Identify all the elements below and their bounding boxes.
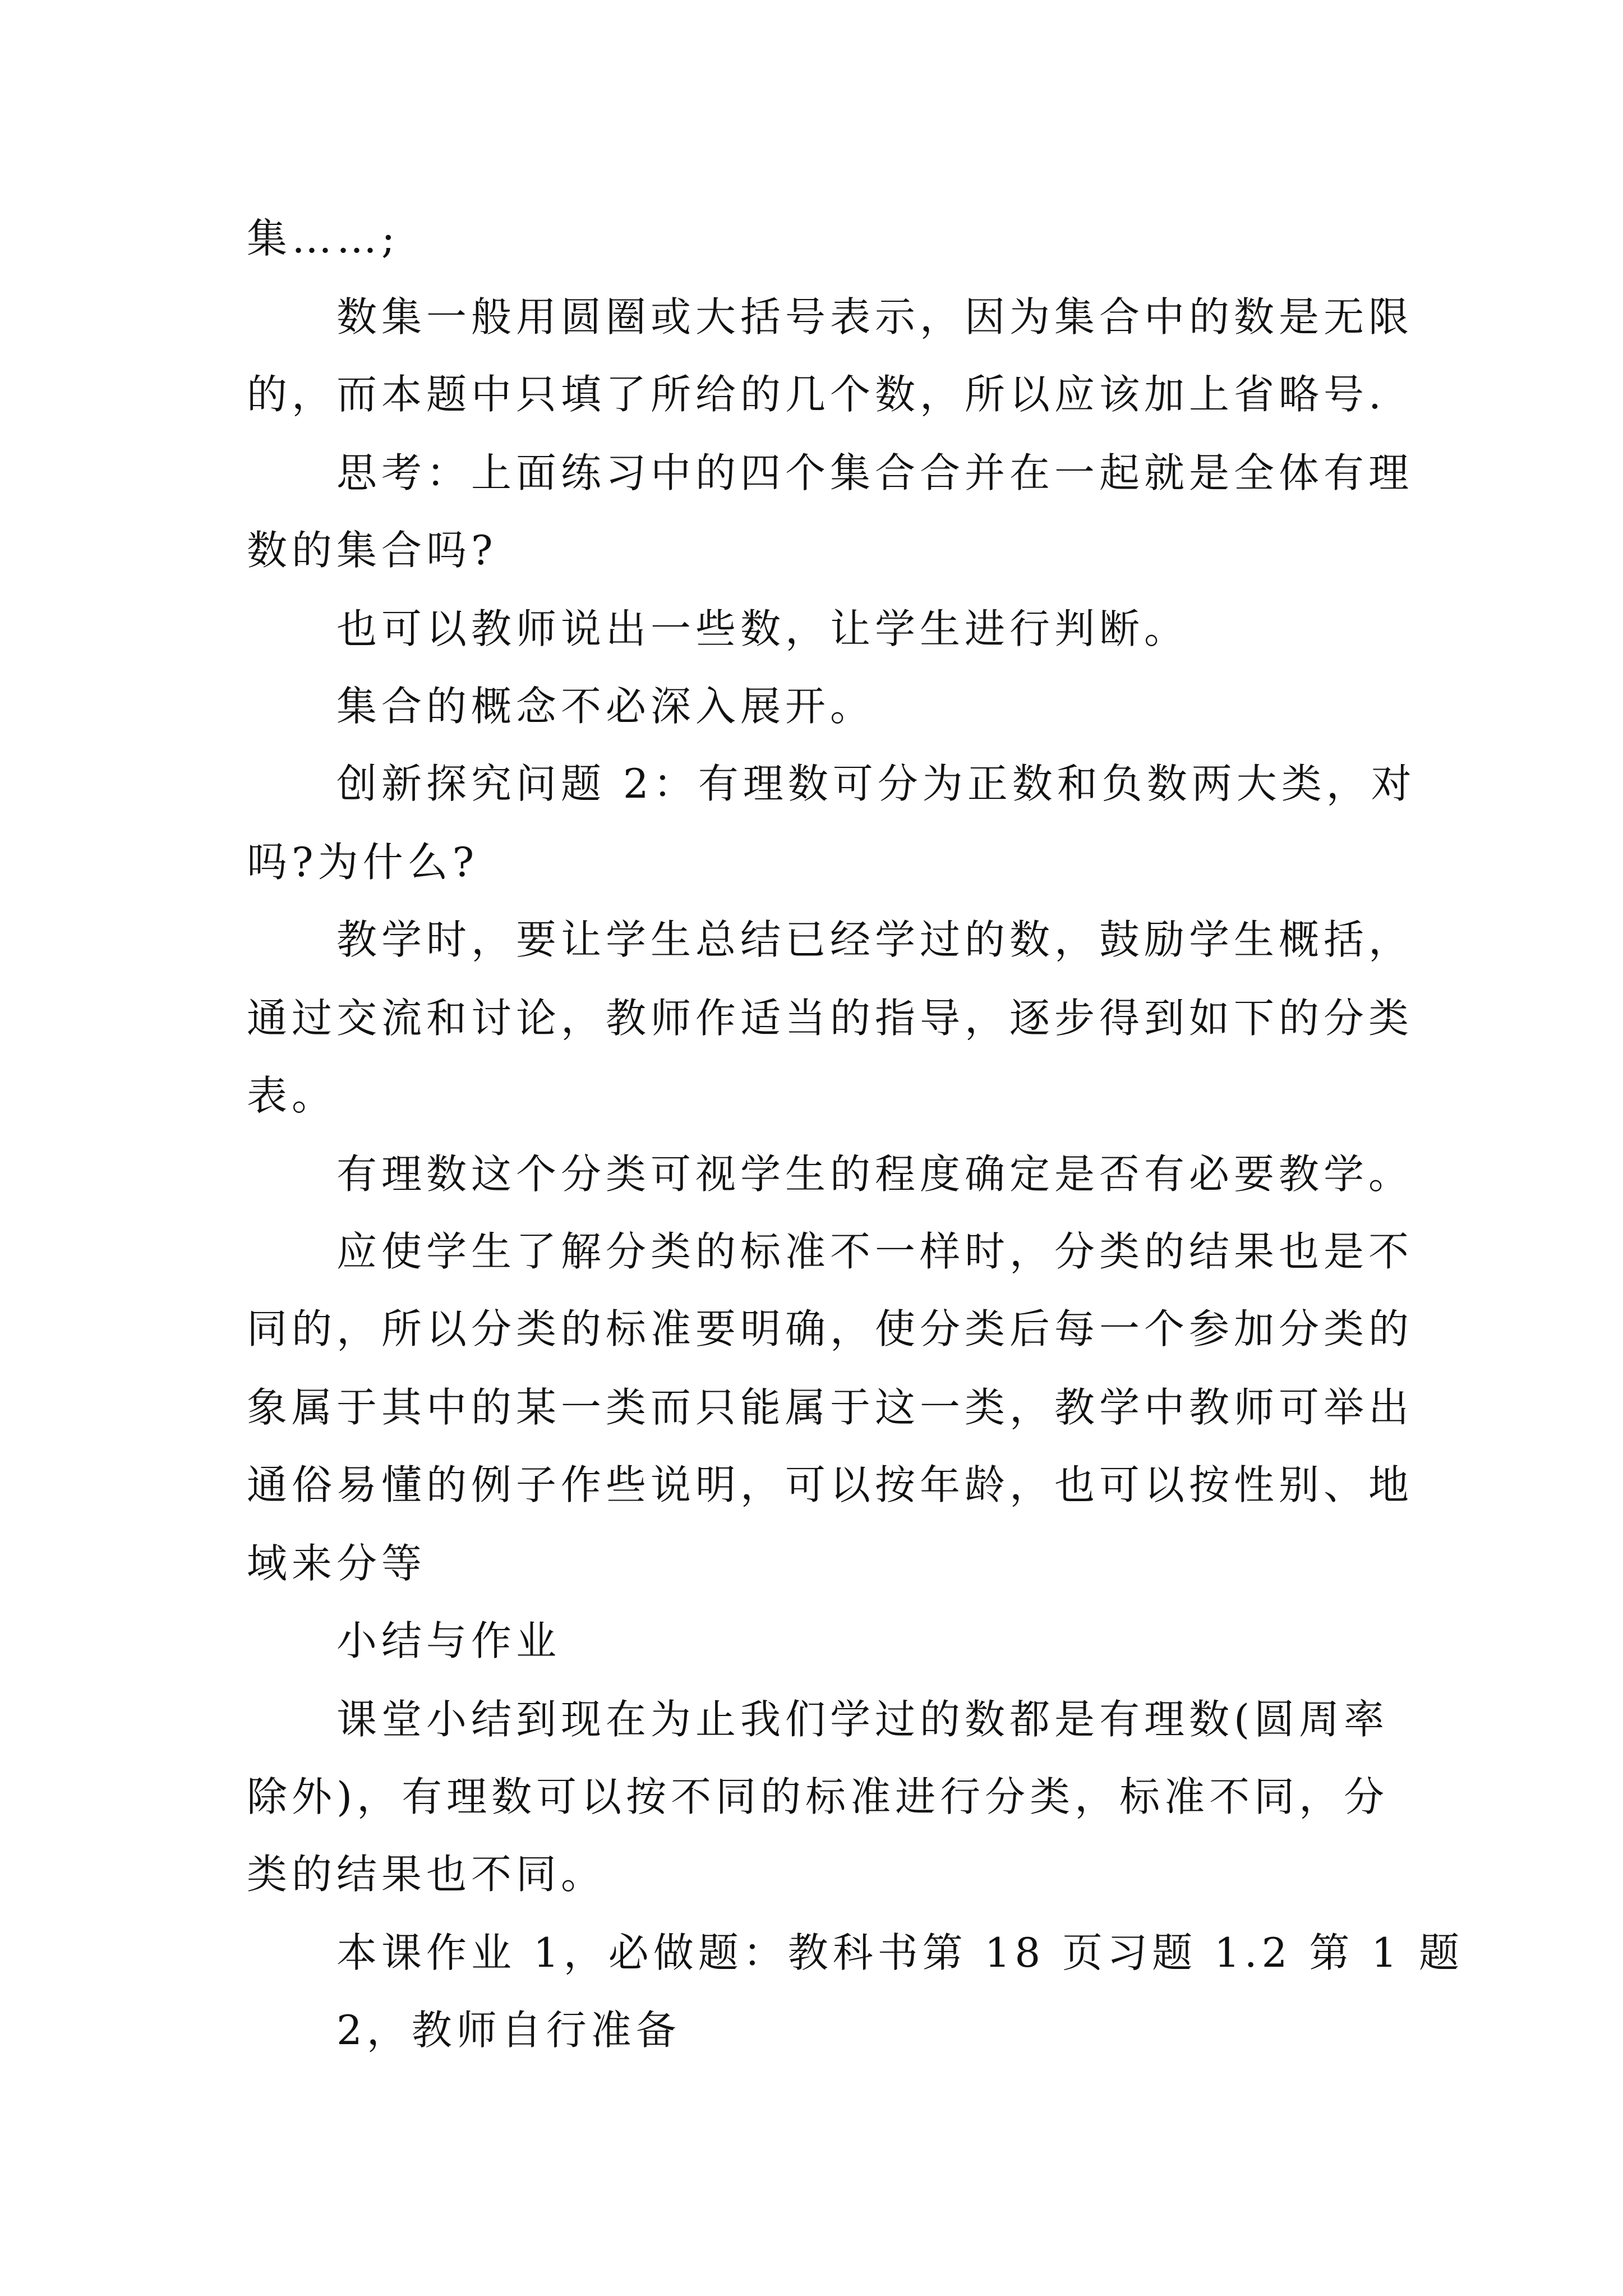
text-line: 吗?为什么?: [247, 839, 479, 886]
text-line: 2，教师自行准备: [336, 2007, 681, 2054]
text-line: 思考：上面练习中的四个集合合并在一起就是全体有理: [336, 449, 1414, 496]
text-line: 类的结果也不同。: [247, 1851, 606, 1898]
text-line: 集……;: [247, 215, 400, 262]
text-line: 同的，所以分类的标准要明确，使分类后每一个参加分类的: [247, 1305, 1414, 1352]
text-line: 有理数这个分类可视学生的程度确定是否有必要教学。: [336, 1151, 1414, 1198]
text-line: 数集一般用圆圈或大括号表示，因为集合中的数是无限: [336, 293, 1414, 341]
text-line: 通俗易懂的例子作些说明，可以按年龄，也可以按性别、地: [247, 1461, 1414, 1508]
text-line: 象属于其中的某一类而只能属于这一类，教学中教师可举出: [247, 1384, 1414, 1431]
text-line: 集合的概念不必深入展开。: [336, 683, 875, 730]
text-line: 除外)，有理数可以按不同的标准进行分类，标准不同，分: [247, 1773, 1389, 1820]
section-heading: 小结与作业: [336, 1617, 561, 1664]
text-line: 本课作业 1，必做题：教科书第 18 页习题 1.2 第 1 题: [336, 1929, 1464, 1976]
text-line: 创新探究问题 2：有理数可分为正数和负数两大类，对: [336, 760, 1416, 807]
text-line: 应使学生了解分类的标准不一样时，分类的结果也是不: [336, 1228, 1414, 1275]
text-line: 通过交流和讨论，教师作适当的指导，逐步得到如下的分类: [247, 995, 1414, 1042]
text-line: 表。: [247, 1072, 337, 1119]
text-line: 数的集合吗?: [247, 527, 497, 574]
text-line: 也可以教师说出一些数，让学生进行判断。: [336, 605, 1189, 652]
text-line: 的，而本题中只填了所给的几个数，所以应该加上省略号.: [247, 371, 1386, 418]
text-line: 课堂小结到现在为止我们学过的数都是有理数(圆周率: [336, 1696, 1389, 1743]
text-line: 教学时，要让学生总结已经学过的数，鼓励学生概括，: [336, 916, 1414, 963]
text-line: 域来分等: [247, 1540, 427, 1587]
